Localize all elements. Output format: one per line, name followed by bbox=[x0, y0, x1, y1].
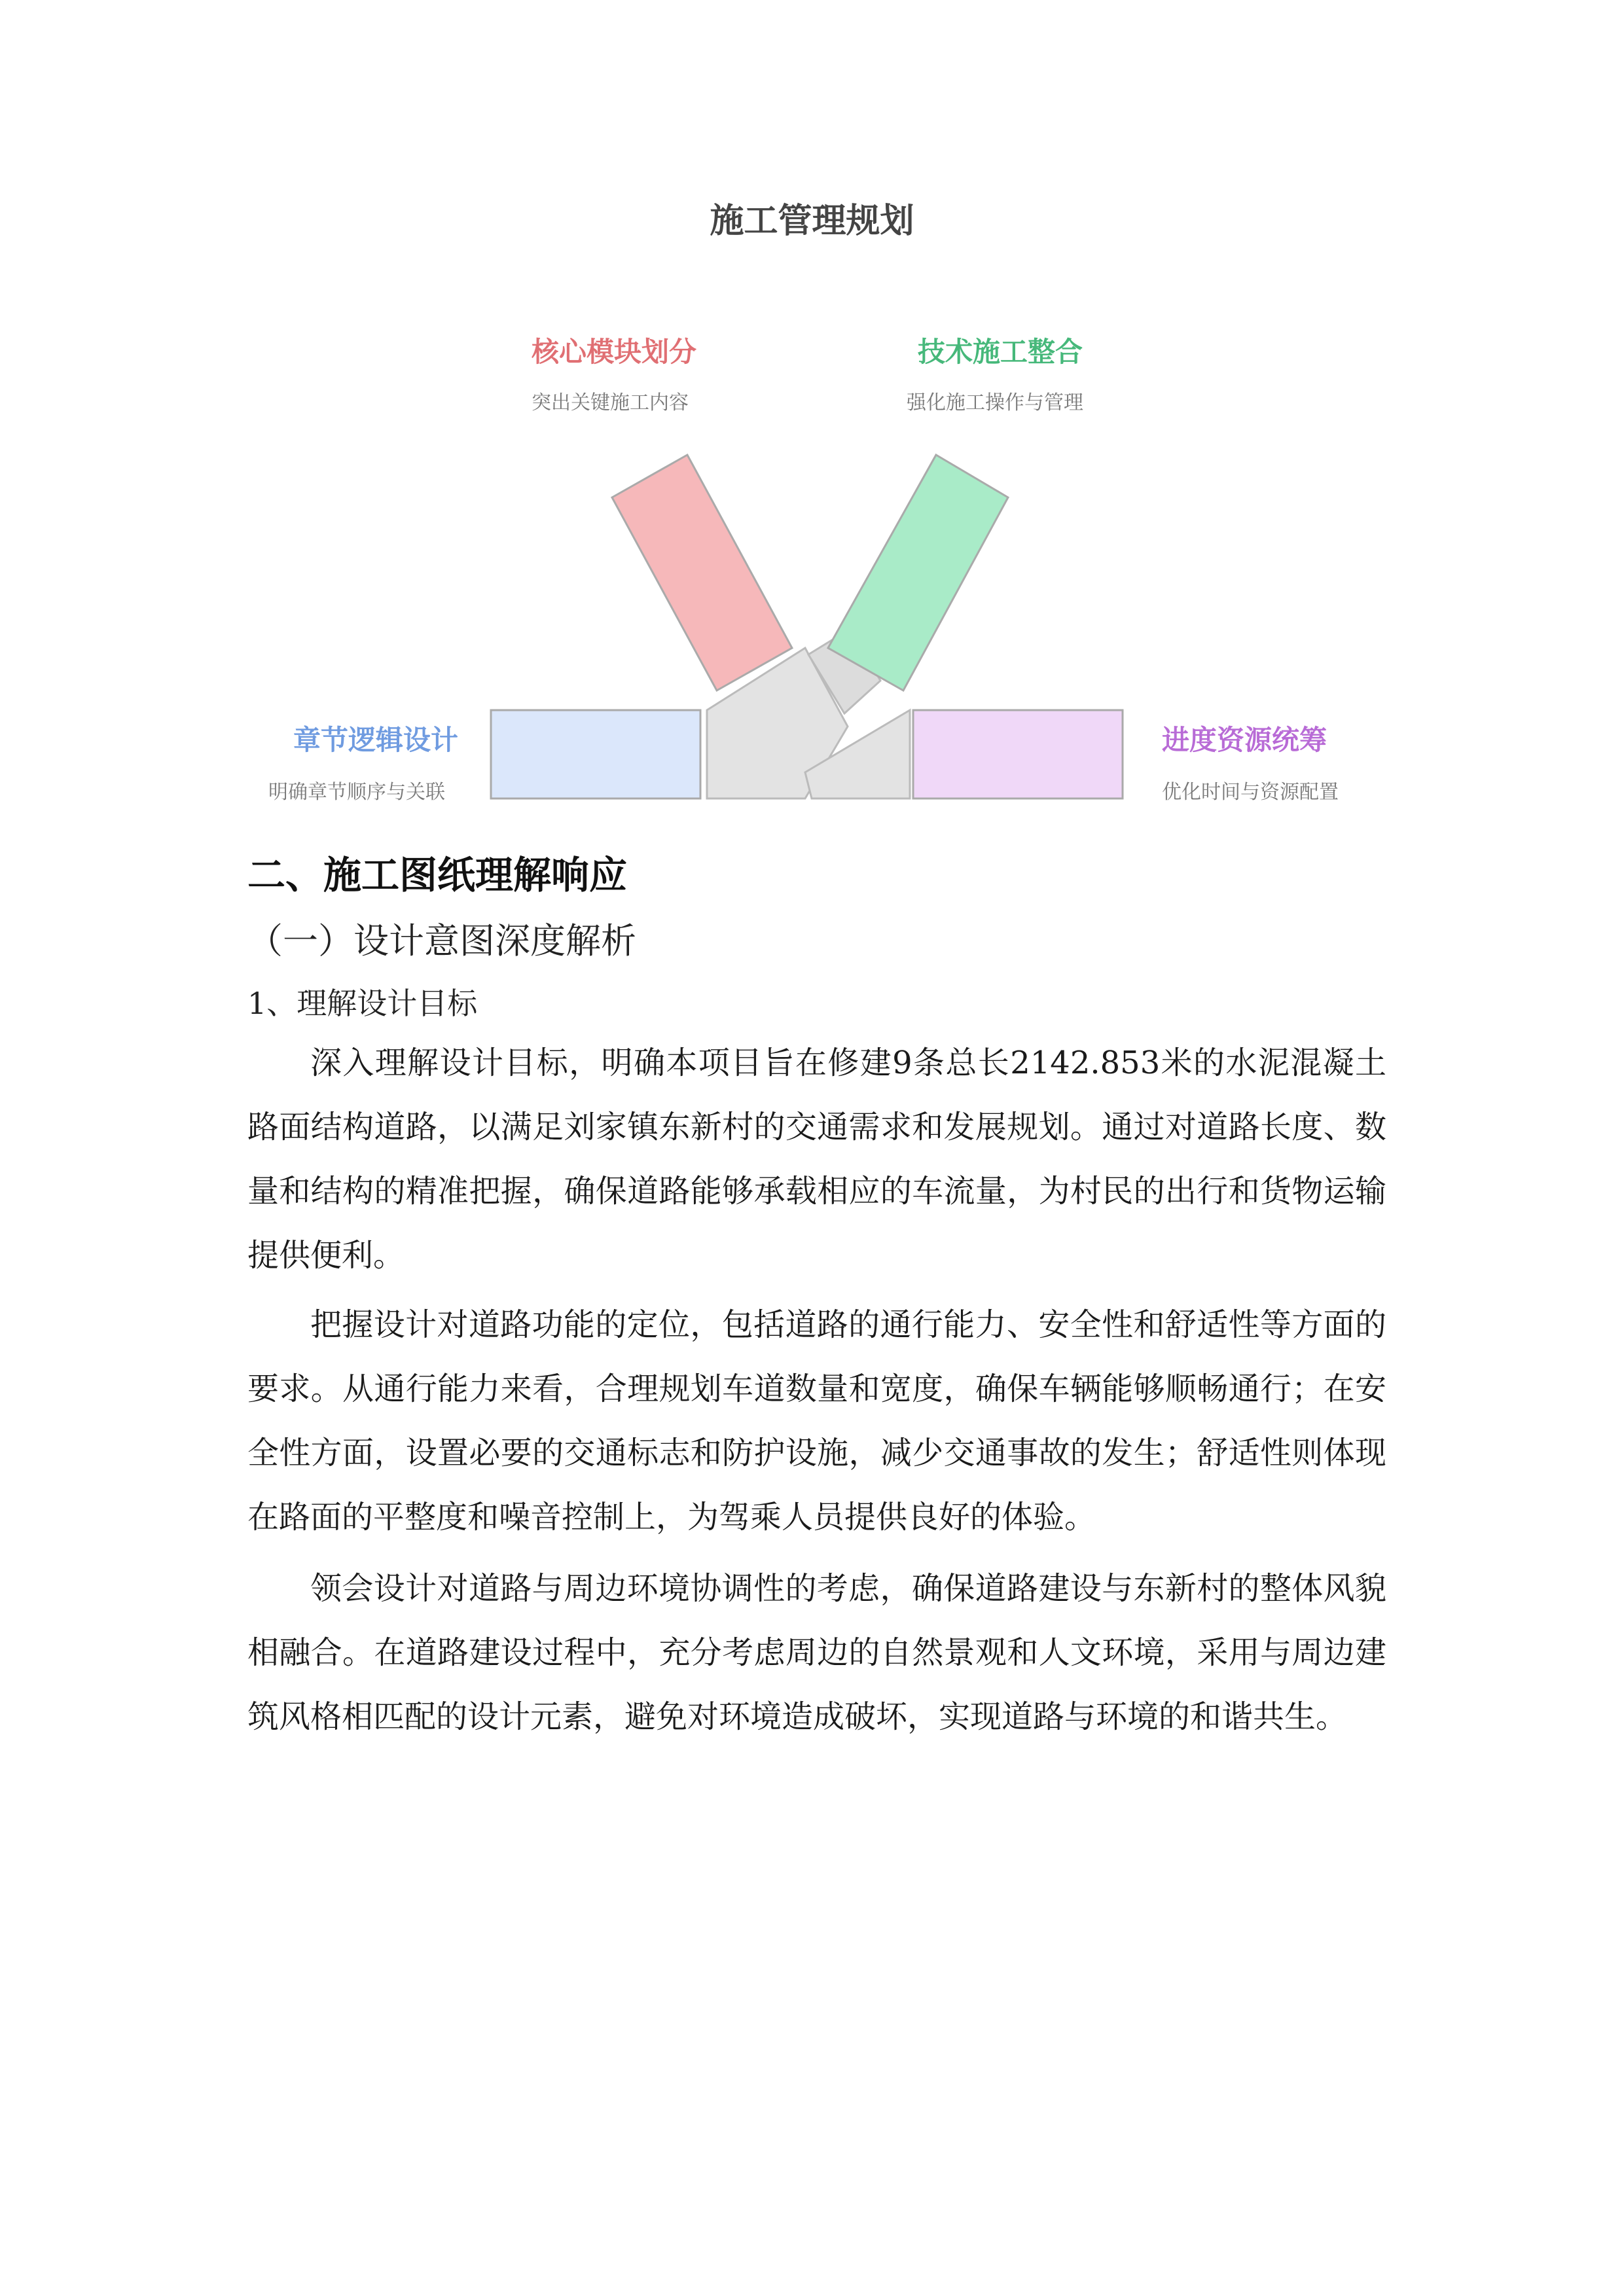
blue-bar bbox=[491, 710, 700, 798]
section-heading: 二、施工图纸理解响应 bbox=[247, 853, 628, 897]
module-label-tech: 技术施工整合 bbox=[918, 336, 1083, 368]
diagram-title: 施工管理规划 bbox=[710, 202, 914, 241]
module-sub-schedule: 优化时间与资源配置 bbox=[1162, 781, 1339, 804]
module-sub-core: 突出关键施工内容 bbox=[532, 391, 689, 414]
diagram-graphic bbox=[0, 0, 1624, 825]
paragraph-1: 深入理解设计目标，明确本项目旨在修建9条总长2142.853米的水泥混凝土路面结构道路，以满足刘家镇东新村的交通需求和发展规划。通过对道路长度、数量和结构的精准把握，确保道路能够承载相应的车流量，为村民的出行和货物运输提供便利。 bbox=[247, 1045, 1386, 1274]
paragraph-3: 领会设计对道路与周边环境协调性的考虑，确保道路建设与东新村的整体风貌相融合。在道路建设过程中，充分考虑周边的自然景观和人文环境，采用与周边建筑风格相匹配的设计元素，避免对环境造成破坏，实现道路与环境的和谐共生。 bbox=[247, 1570, 1386, 1735]
module-label-chapter: 章节逻辑设计 bbox=[293, 724, 459, 756]
item-heading: 1、理解设计目标 bbox=[247, 986, 478, 1021]
section-subheading: （一）设计意图深度解析 bbox=[247, 920, 636, 961]
module-label-core: 核心模块划分 bbox=[532, 336, 697, 368]
purple-bar bbox=[913, 710, 1123, 798]
module-label-schedule: 进度资源统筹 bbox=[1162, 724, 1327, 756]
management-plan-diagram bbox=[0, 0, 1624, 825]
red-bar bbox=[612, 455, 792, 691]
green-bar bbox=[828, 455, 1008, 691]
module-sub-chapter: 明确章节顺序与关联 bbox=[268, 781, 445, 804]
module-sub-tech: 强化施工操作与管理 bbox=[907, 391, 1083, 414]
paragraph-2: 把握设计对道路功能的定位，包括道路的通行能力、安全性和舒适性等方面的要求。从通行能力来看，合理规划车道数量和宽度，确保车辆能够顺畅通行；在安全性方面，设置必要的交通标志和防护设施，减少交通事故的发生；舒适性则体现在路面的平整度和噪音控制上，为驾乘人员提供良好的体验。 bbox=[247, 1306, 1386, 1535]
